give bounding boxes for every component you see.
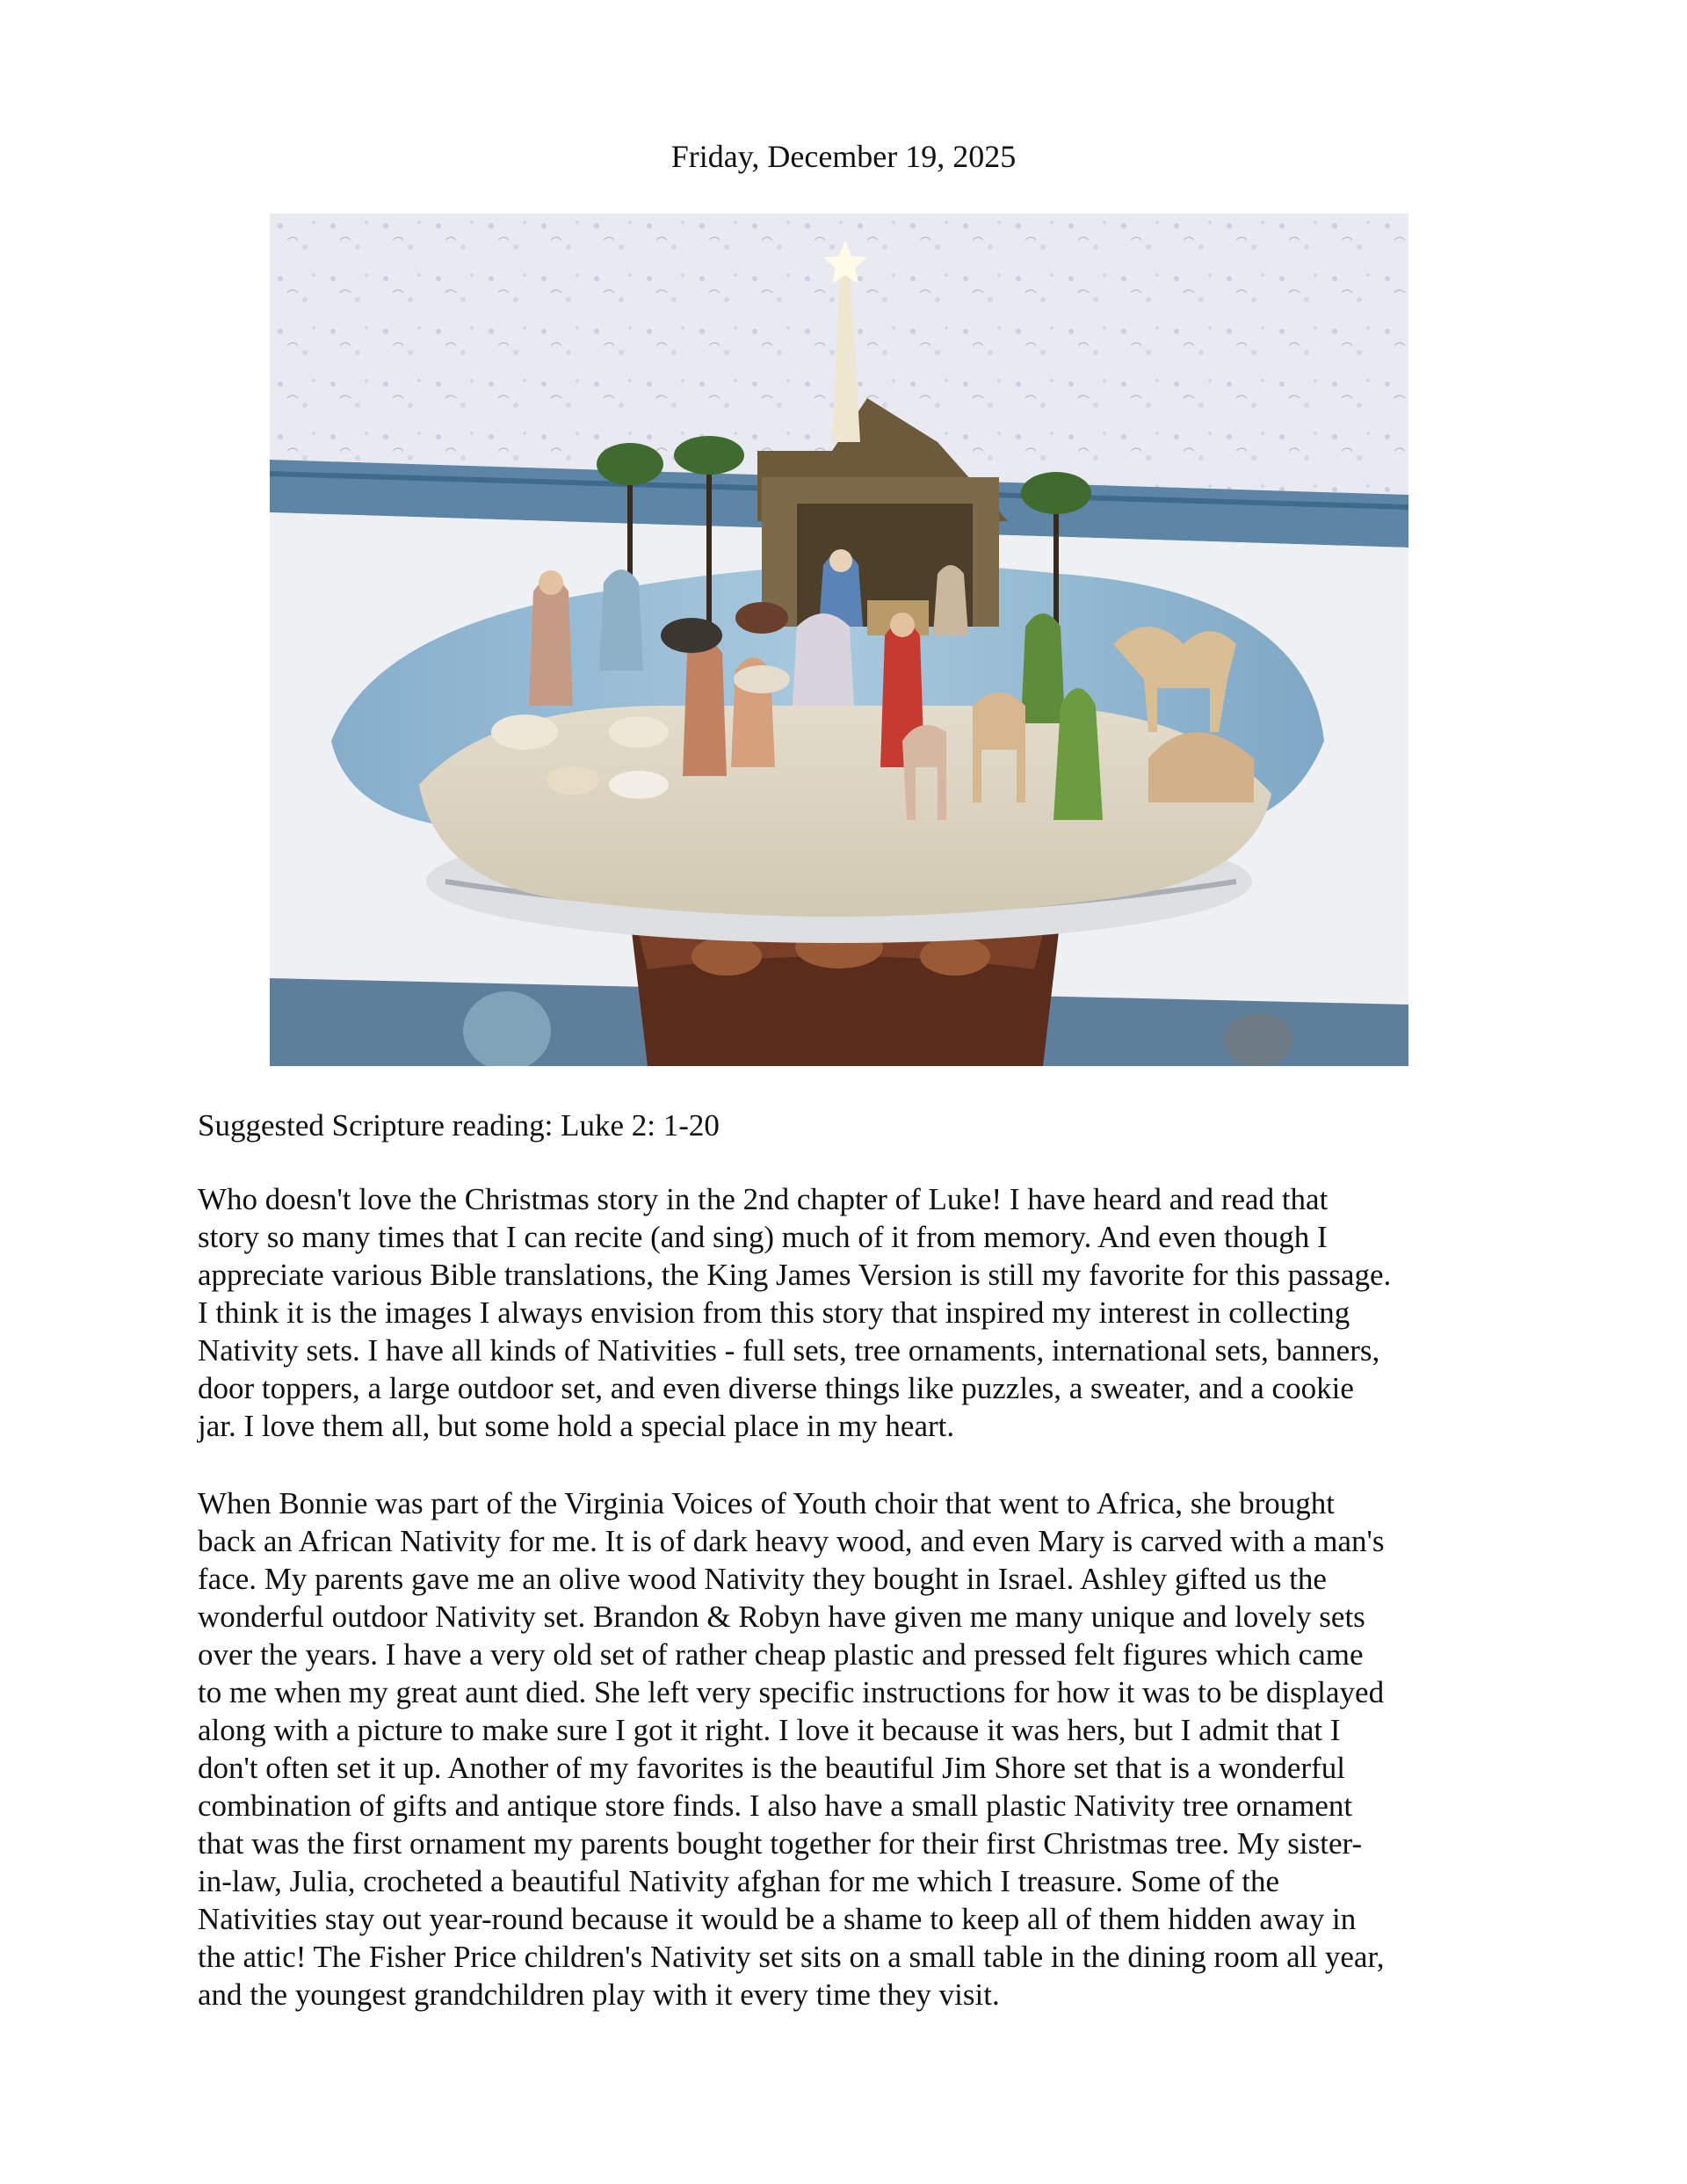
page-date: Friday, December 19, 2025 — [670, 139, 1017, 174]
text-line: Nativity sets. I have all kinds of Nativities - full sets, tree ornaments, international sets, banners, — [198, 1333, 1380, 1368]
text-line: to me when my great aunt died. She left very specific instructions for how it was to be displayed — [198, 1675, 1385, 1709]
text-line: along with a picture to make sure I got it right. I love it because it was hers, but I admit that I — [198, 1713, 1341, 1747]
paragraph-christmas-story — [198, 1180, 1516, 1445]
nativity-photo — [270, 214, 1408, 1066]
text-line: in-law, Julia, crocheted a beautiful Nativity afghan for me which I treasure. Some of the — [198, 1864, 1280, 1898]
text-line: jar. I love them all, but some hold a special place in my heart. — [198, 1409, 955, 1443]
text-line: Who doesn't love the Christmas story in the 2nd chapter of Luke! I have heard and read that — [198, 1182, 1329, 1216]
text-line: When Bonnie was part of the Virginia Voices of Youth choir that went to Africa, she brought — [198, 1486, 1335, 1520]
text-line: back an African Nativity for me. It is of dark heavy wood, and even Mary is carved with a man's — [198, 1524, 1385, 1558]
text-line: wonderful outdoor Nativity set. Brandon & Robyn have given me many unique and lovely sets — [198, 1600, 1365, 1634]
text-line: over the years. I have a very old set of rather cheap plastic and pressed felt figures which came — [198, 1637, 1364, 1672]
text-line: door toppers, a large outdoor set, and even diverse things like puzzles, a sweater, and a cookie — [198, 1371, 1354, 1405]
text-line: story so many times that I can recite (and sing) much of it from memory. And even though I — [198, 1220, 1328, 1254]
text-line: face. My parents gave me an olive wood Nativity they bought in Israel. Ashley gifted us the — [198, 1562, 1327, 1596]
text-line: and the youngest grandchildren play with it every time they visit. — [198, 1977, 1000, 2012]
text-line: Nativities stay out year-round because it would be a shame to keep all of them hidden away in — [198, 1902, 1357, 1936]
text-line: appreciate various Bible translations, the King James Version is still my favorite for this passage. — [198, 1258, 1392, 1292]
paragraph-nativity-collection — [198, 1484, 1516, 2013]
text-line: I think it is the images I always envision from this story that inspired my interest in collecting — [198, 1295, 1350, 1330]
text-line: that was the first ornament my parents bought together for their first Christmas tree. My sister- — [198, 1826, 1363, 1861]
scripture-reading: Suggested Scripture reading: Luke 2: 1-20 — [198, 1108, 720, 1143]
text-line: the attic! The Fisher Price children's Nativity set sits on a small table in the dining room all year, — [198, 1940, 1385, 1974]
text-line: combination of gifts and antique store finds. I also have a small plastic Nativity tree ornament — [198, 1789, 1353, 1823]
text-line: don't often set it up. Another of my favorites is the beautiful Jim Shore set that is a wonderful — [198, 1751, 1345, 1785]
